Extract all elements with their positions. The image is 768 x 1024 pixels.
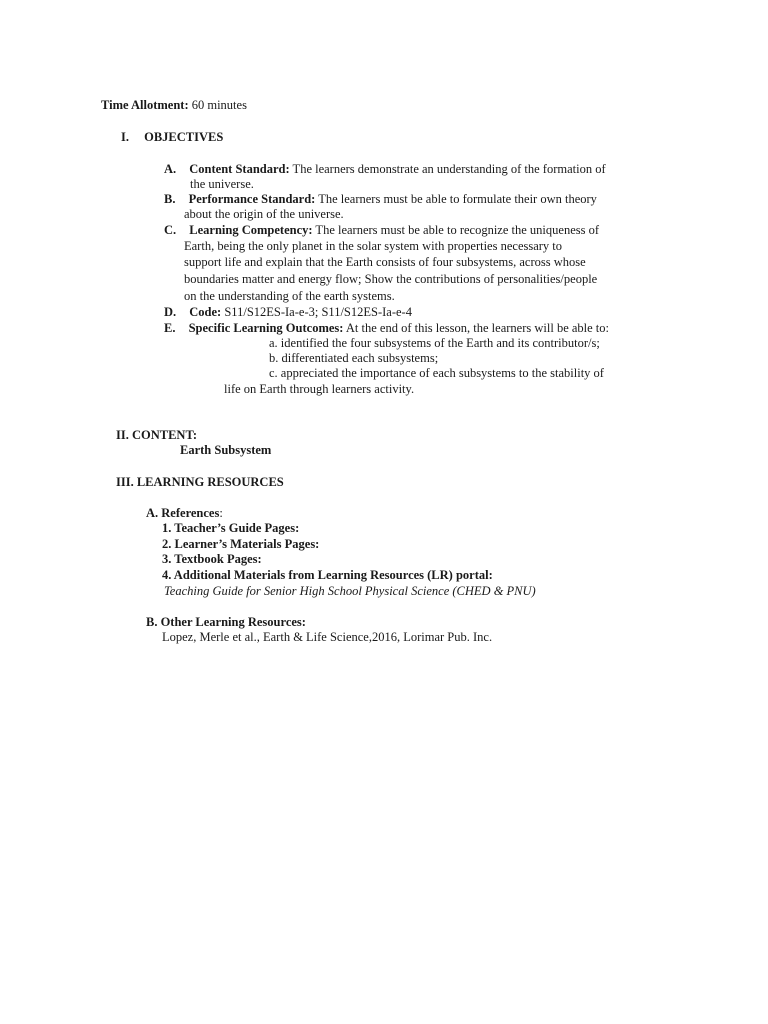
performance-standard-text-cont: about the origin of the universe. xyxy=(184,207,344,221)
learning-competency-text-2: Earth, being the only planet in the solar system with properties necessary to xyxy=(184,239,563,253)
reference-textbook: 3. Textbook Pages: xyxy=(162,552,262,566)
objectives-heading xyxy=(121,129,223,145)
time-allotment-value: 60 minutes xyxy=(188,98,247,112)
learning-competency-text-3: support life and explain that the Earth consists of four subsystems, across whose xyxy=(184,255,586,269)
outcomes-label: Specific Learning Outcomes: xyxy=(188,321,344,335)
other-resources-value: Lopez, Merle et al., Earth & Life Science,2016, Lorimar Pub. Inc. xyxy=(162,630,493,644)
content-standard-label: Content Standard: xyxy=(189,162,290,176)
references xyxy=(146,505,223,521)
objectives-heading-text: OBJECTIVES xyxy=(144,130,224,144)
performance-standard-label: Performance Standard: xyxy=(188,192,316,206)
content-standard-text-cont: the universe. xyxy=(190,177,254,191)
learning-competency-text-5: on the understanding of the earth systems. xyxy=(184,289,395,303)
learning-resources-heading: III. LEARNING RESOURCES xyxy=(116,475,284,489)
performance-standard-text: The learners must be able to formulate their own theory xyxy=(315,192,597,206)
time-allotment xyxy=(101,97,247,113)
code-value: S11/S12ES-Ia-e-3; S11/S12ES-Ia-e-4 xyxy=(221,305,412,319)
learning-competency xyxy=(164,222,599,238)
outcome-c: c. appreciated the importance of each subsystems to the stability of xyxy=(269,366,604,380)
performance-standard xyxy=(164,191,597,207)
reference-teaching-guide: Teaching Guide for Senior High School Physical Science (CHED & PNU) xyxy=(164,584,536,598)
time-allotment-label: Time Allotment: xyxy=(101,98,189,112)
outcomes-letter: E. xyxy=(164,321,176,335)
outcome-c-cont: life on Earth through learners activity. xyxy=(224,382,415,396)
objectives-heading-number: I. xyxy=(121,130,129,144)
reference-learners-materials: 2. Learner’s Materials Pages: xyxy=(162,537,320,551)
content-heading: II. CONTENT: xyxy=(116,428,198,442)
learning-competency-letter: C. xyxy=(164,223,177,237)
outcome-a: a. identified the four subsystems of the Earth and its contributor/s; xyxy=(269,336,600,350)
reference-additional-materials: 4. Additional Materials from Learning Resources (LR) portal: xyxy=(162,568,493,582)
code xyxy=(164,304,412,320)
outcomes-intro: At the end of this lesson, the learners will be able to: xyxy=(343,321,610,335)
performance-standard-letter: B. xyxy=(164,192,176,206)
references-label: A. References xyxy=(146,506,220,520)
learning-competency-label: Learning Competency: xyxy=(189,223,313,237)
code-letter: D. xyxy=(164,305,177,319)
outcome-b: b. differentiated each subsystems; xyxy=(269,351,439,365)
specific-learning-outcomes xyxy=(164,320,609,336)
content-standard-letter: A. xyxy=(164,162,177,176)
reference-teachers-guide: 1. Teacher’s Guide Pages: xyxy=(162,521,300,535)
content-value: Earth Subsystem xyxy=(180,443,272,457)
other-resources-label: B. Other Learning Resources: xyxy=(146,615,306,629)
learning-competency-text-4: boundaries matter and energy flow; Show the contributions of personalities/people xyxy=(184,272,598,286)
references-colon: : xyxy=(219,506,223,520)
content-standard xyxy=(164,161,606,177)
content-standard-text: The learners demonstrate an understanding of the formation of xyxy=(289,162,606,176)
code-label: Code: xyxy=(189,305,222,319)
learning-competency-text: The learners must be able to recognize the uniqueness of xyxy=(312,223,600,237)
